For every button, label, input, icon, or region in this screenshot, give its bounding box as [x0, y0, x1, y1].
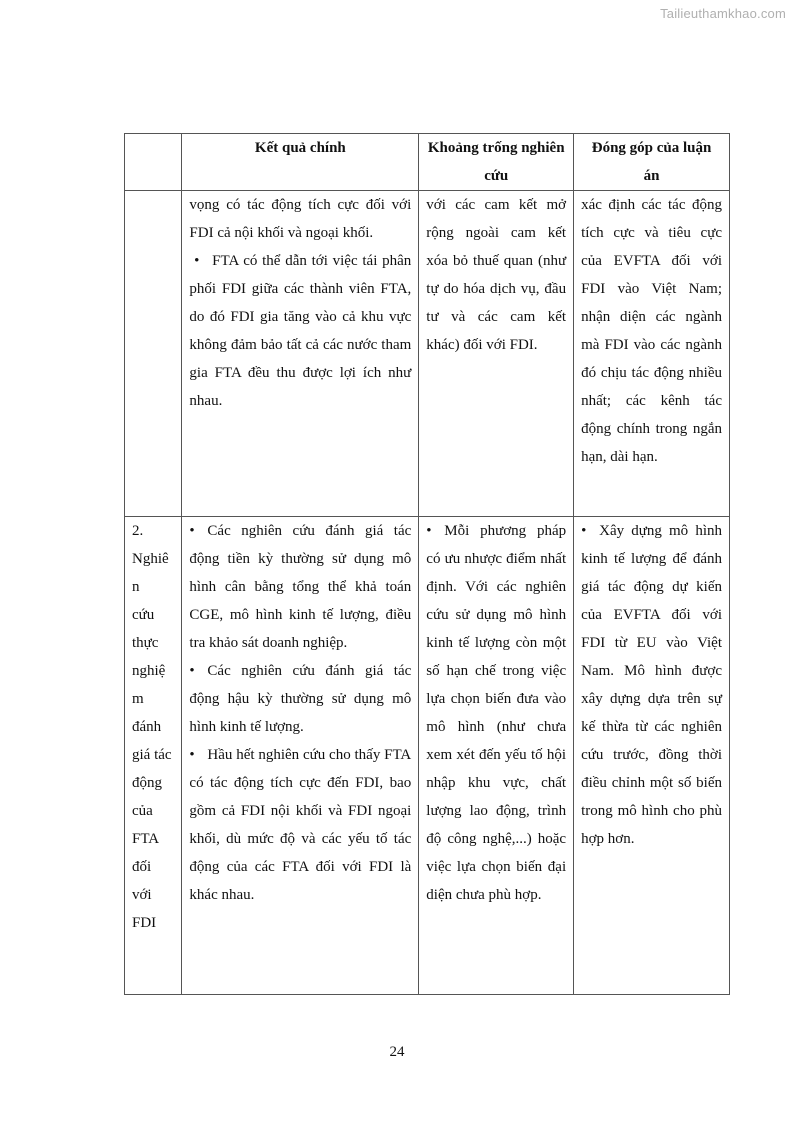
table-row: [125, 517, 730, 995]
list-item: • Các nghiên cứu đánh giá tác động hậu kỳ thường sử dụng mô hình kinh tế lượng.: [189, 657, 411, 741]
list-item: • Xây dựng mô hình kinh tế lượng để đánh giá tác động dự kiến của EVFTA đối với FDI từ EU vào Việt Nam. Mô hình được xây dựng dựa trên sự kế thừa từ các nghiên cứu trước, đồng thời điều chỉnh một số biến trong mô hình cho phù hợp hơn.: [581, 517, 722, 853]
row2-research-gap: [419, 517, 574, 995]
list-item: • Các nghiên cứu đánh giá tác động tiền kỳ thường sử dụng mô hình cân bằng tổng thể khả toán CGE, mô hình kinh tế lượng, điều tra khảo sát doanh nghiệp.: [189, 517, 411, 657]
row1-main-results: [182, 191, 419, 517]
row2-topic-line: của: [132, 803, 153, 819]
header-main-results: Kết quả chính: [182, 134, 419, 191]
bullet-icon: •: [189, 663, 195, 679]
bullet-icon: •: [426, 523, 432, 539]
row2-topic-line: cứu: [132, 607, 155, 623]
bullet-icon: •: [189, 747, 195, 763]
row2-topic-line: giá tác: [132, 747, 172, 763]
row1-col1: [125, 191, 182, 517]
row2-topic-line: 2.: [132, 523, 144, 539]
row2-contribution: [574, 517, 730, 995]
list-item: • Mỗi phương pháp có ưu nhược điểm nhất định. Với các nghiên cứu sử dụng mô hình kinh tế lượng còn một số hạn chế trong việc lựa chọn biến đưa vào mô hình (như chưa xem xét đến yếu tố hội nhập khu vực, chất lượng lao động, trình độ công nghệ,...) hoặc việc lựa chọn biến đại diện chưa phù hợp.: [426, 517, 566, 909]
row2-topic-line: động: [132, 775, 162, 791]
row1-results-para1: vọng có tác động tích cực đối với FDI cả nội khối và ngoại khối.: [189, 197, 412, 241]
bullet-icon: •: [581, 523, 587, 539]
row2-main-results: [182, 517, 419, 995]
row2-topic-line: nghiệm: [132, 663, 166, 707]
row1-results-para2: • FTA có thể dẫn tới việc tái phân phối FDI giữa các thành viên FTA, do đó FDI gia tăng vào cả khu vực không đảm bảo tất cả các nước tham gia FTA đều thu được lợi ích như nhau.: [189, 247, 411, 415]
row2-topic-line: đánh: [132, 719, 162, 735]
header-thesis-contribution: Đóng góp của luận án: [574, 134, 730, 191]
header-empty: [125, 134, 182, 191]
bullet-icon: •: [189, 523, 195, 539]
table-row: [125, 191, 730, 517]
row2-topic-line: đối với: [132, 859, 152, 903]
row2-topic-line: Nghiên: [132, 551, 169, 595]
row2-topic: [125, 517, 182, 995]
literature-review-table: [124, 133, 730, 995]
header-research-gap: Khoảng trống nghiên cứu: [419, 134, 574, 191]
list-item: • Hầu hết nghiên cứu cho thấy FTA có tác động tích cực đến FDI, bao gồm cả FDI nội khối và FDI ngoại khối, dù mức độ và các yếu tố tác động của các FTA đối với FDI là khác nhau.: [189, 741, 411, 909]
page-number: 24: [389, 1044, 405, 1060]
row1-contribution: xác định các tác động tích cực và tiêu cực của EVFTA đối với FDI vào Việt Nam; nhận diện các ngành mà FDI vào các ngành đó chịu tác động nhiều nhất; các kênh tác động chính trong ngắn hạn, dài hạn.: [574, 191, 730, 517]
row2-topic-line: FDI: [132, 915, 157, 931]
table-header-row: [125, 134, 730, 191]
row2-topic-line: thực: [132, 635, 159, 651]
bullet-icon: •: [194, 253, 200, 269]
watermark: Tailieuthamkhao.com: [660, 6, 786, 21]
row2-topic-line: FTA: [132, 831, 160, 847]
row1-research-gap: với các cam kết mở rộng ngoài cam kết xóa bỏ thuế quan (như tự do hóa dịch vụ, đầu tư và các cam kết khác) đối với FDI.: [419, 191, 574, 517]
